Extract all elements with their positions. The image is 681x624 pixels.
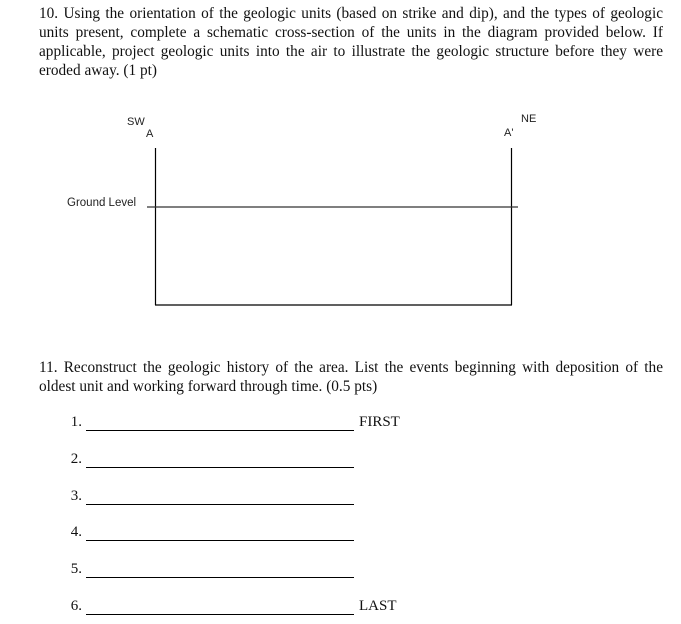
event-number: 5. [70,561,82,577]
question-10-text: 10. Using the orientation of the geologic units (based on strike and dip), and the types of geologic units present, complete a schematic cross-section of the units in the diagram provided below. If applicable, project geologic units into the air to illustrate the geologic structure before they were eroded away. (1 pt) [39,5,663,79]
a-label: A [146,128,154,140]
cross-section-diagram [0,100,681,320]
event-row-2 [0,451,681,473]
event-answer-blank[interactable] [86,430,354,431]
event-number: 3. [70,488,82,504]
event-number: 6. [70,598,82,614]
last-tag: LAST [359,598,397,614]
event-row-4 [0,524,681,546]
ne-label: NE [521,113,537,125]
question-11-text: 11. Reconstruct the geologic history of the area. List the events beginning with deposition of the oldest unit and working forward through time. (0.5 pts) [39,359,663,395]
a-prime-label: A' [504,127,514,139]
event-answer-blank[interactable] [86,504,354,505]
event-row-5 [0,561,681,583]
sw-label: SW [127,116,145,128]
event-answer-blank[interactable] [86,614,354,615]
event-number: 2. [70,451,82,467]
event-answer-blank[interactable] [86,577,354,578]
event-answer-blank[interactable] [86,467,354,468]
event-number: 1. [70,414,82,430]
event-answer-blank[interactable] [86,540,354,541]
event-row-3 [0,488,681,510]
ground-level-label: Ground Level [67,197,137,209]
event-row-6 [0,598,681,620]
event-number: 4. [70,524,82,540]
first-tag: FIRST [359,414,400,430]
event-row-1 [0,414,681,436]
